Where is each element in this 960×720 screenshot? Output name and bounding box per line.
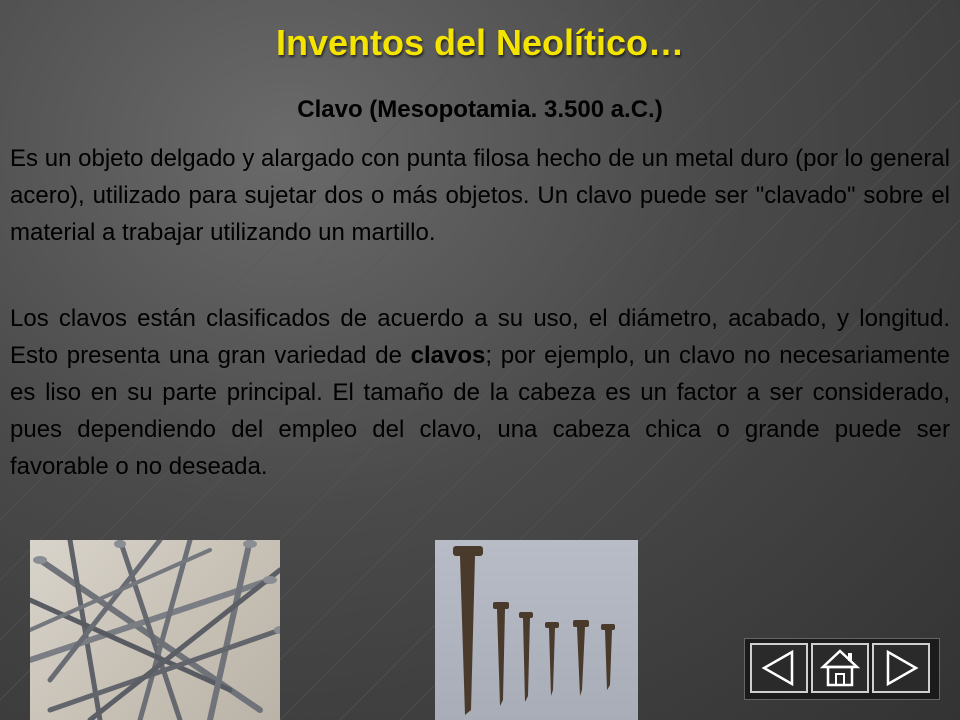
slide-title: Inventos del Neolítico…: [275, 22, 685, 63]
rusty-nails-illustration: [435, 540, 638, 720]
paragraph-text: ; por ejemplo, un clavo no necesariamente es liso en su parte principal. El tamaño de la cabeza es un factor a ser considerado, pues dependiendo del empleo del clavo, una cabeza chica o grande puede ser favorable o no deseada.: [10, 342, 950, 480]
triangle-left-icon: [752, 645, 806, 691]
home-button[interactable]: [811, 643, 869, 693]
paragraph-definition: Es un objeto delgado y alargado con punta filosa hecho de un metal duro (por lo general acero), utilizado para sujetar dos o más objetos. Un clavo puede ser "clavado" sobre el material a trabajar utilizando un martillo.: [10, 145, 950, 246]
paragraph-text: Los clavos están clasificados de acuerdo a su uso, el diámetro, acabado, y longitud. Esto presenta una gran variedad de: [10, 305, 950, 369]
nails-pile-illustration: [30, 540, 280, 720]
photo-ancient-nails: [435, 540, 638, 720]
bold-term: clavos: [410, 342, 486, 369]
photo-modern-nails: [30, 540, 280, 720]
slide-subtitle: Clavo (Mesopotamia. 3.500 a.C.): [297, 96, 663, 123]
house-icon: [813, 645, 867, 691]
next-slide-button[interactable]: [872, 643, 930, 693]
paragraph-classification: [10, 300, 950, 485]
previous-slide-button[interactable]: [750, 643, 808, 693]
navigation-bar: [744, 638, 940, 700]
triangle-right-icon: [874, 645, 928, 691]
